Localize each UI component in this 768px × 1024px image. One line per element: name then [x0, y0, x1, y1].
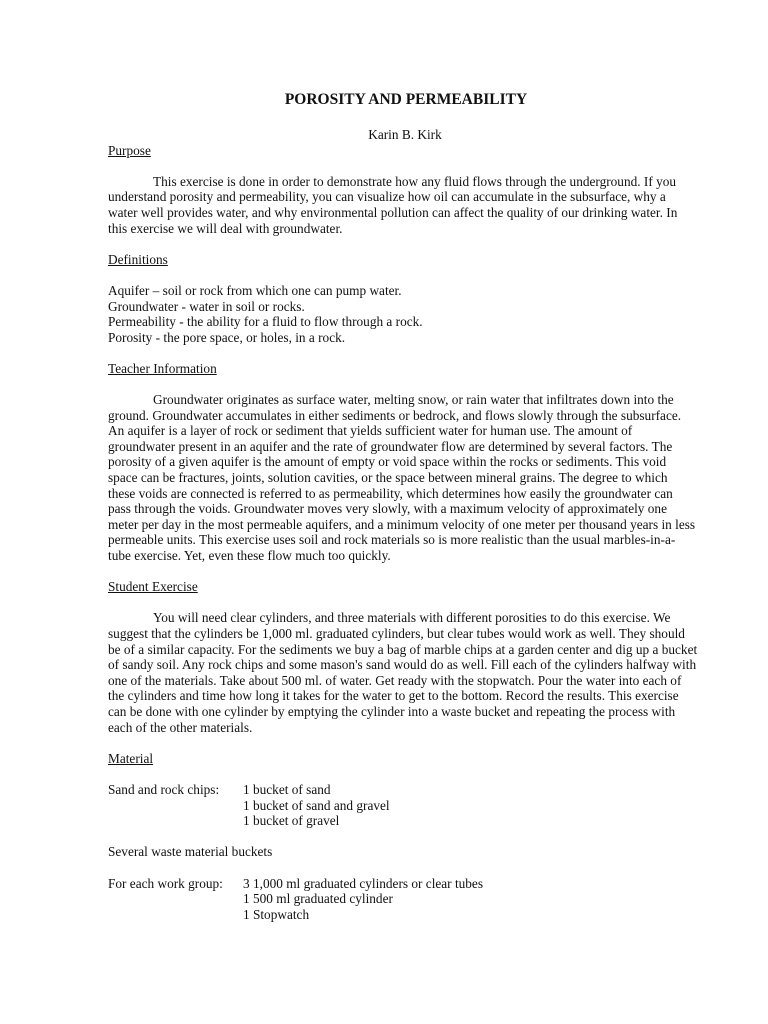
work-group-row-500ml [108, 891, 698, 907]
definition-permeability: Permeability - the ability for a fluid to flow through a rock. [108, 314, 423, 330]
material-heading: Material [108, 750, 154, 766]
document-title: POROSITY AND PERMEABILITY [284, 91, 528, 108]
cylinders-item: 3 1,000 ml graduated cylinders or clear tubes [243, 875, 484, 891]
document-page [108, 90, 698, 922]
sand-label: Sand and rock chips: [108, 781, 220, 797]
teacher-information-heading: Teacher Information [108, 360, 217, 376]
work-group-row-stopwatch [108, 907, 698, 923]
definitions-heading: Definitions [108, 251, 168, 267]
author-name: Karin B. Kirk [368, 127, 442, 142]
gravel-item: 1 bucket of gravel [243, 813, 340, 829]
sand-gravel-item: 1 bucket of sand and gravel [243, 797, 390, 813]
work-group-row-cylinders [108, 876, 698, 892]
teacher-information-paragraph: Groundwater originates as surface water, melting snow, or rain water that infiltrates down into the ground. Groundwater accumulates in either sediments or bedrock, and flows slowly through the subsurface. An aquifer is a layer of rock or sediment that yields sufficient water for human use. The amount of groundwater present in an aquifer and the rate of groundwater flow are determined by several factors. The porosity of a given aquifer is the amount of empty or void space within the rocks or sediments. This void space can be fractures, joints, solution cavities, or the space between mineral grains. The degree to which these voids are connected is referred to as permeability, which determines how easily the groundwater can pass through the voids. Groundwater moves very slowly, with a maximum velocity of approximately one meter per day in the most permeable aquifers, and a minimum velocity of one meter per thousand years in less permeable units. This exercise uses soil and rock materials so is more realistic than the usual marbles-in-a-tube exercise. Yet, even these flow much too quickly. [108, 392, 696, 564]
student-exercise-paragraph: You will need clear cylinders, and three materials with different porosities to do this exercise. We suggest that the cylinders be 1,000 ml. graduated cylinders, but clear tubes would work as well. They should be of a similar capacity. For the sediments we buy a bag of marble chips at a garden center and dig up a bucket of sandy soil. Any rock chips and some mason's sand would do as well. Fill each of the cylinders halfway with one of the materials. Take about 500 ml. of water. Get ready with the stopwatch. Pour the water into each of the cylinders and time how long it takes for the water to get to the bottom. Record the results. This exercise can be done with one cylinder by emptying the cylinder into a waste bucket and repeating the process with each of the other materials. [108, 610, 698, 735]
stopwatch-item: 1 Stopwatch [243, 906, 310, 922]
sand-item: 1 bucket of sand [243, 781, 331, 797]
student-exercise-heading: Student Exercise [108, 579, 198, 595]
definition-groundwater: Groundwater - water in soil or rocks. [108, 298, 305, 314]
purpose-paragraph: This exercise is done in order to demonstrate how any fluid flows through the underground. If you understand porosity and permeability, you can visualize how oil can accumulate in the subsurface, why a water well provides water, and why environmental pollution can affect the quality of our drinking water. In this exercise we will deal with groundwater. [108, 173, 678, 236]
definition-aquifer: Aquifer – soil or rock from which one can pump water. [108, 282, 402, 298]
material-row-sand [108, 782, 698, 798]
purpose-heading: Purpose [108, 142, 151, 158]
waste-buckets-line: Several waste material buckets [108, 844, 273, 860]
definition-porosity: Porosity - the pore space, or holes, in a rock. [108, 329, 346, 345]
work-group-label: For each work group: [108, 875, 223, 891]
material-row-sand-gravel [108, 798, 698, 814]
500ml-cylinder-item: 1 500 ml graduated cylinder [243, 891, 393, 907]
material-row-gravel [108, 813, 698, 829]
